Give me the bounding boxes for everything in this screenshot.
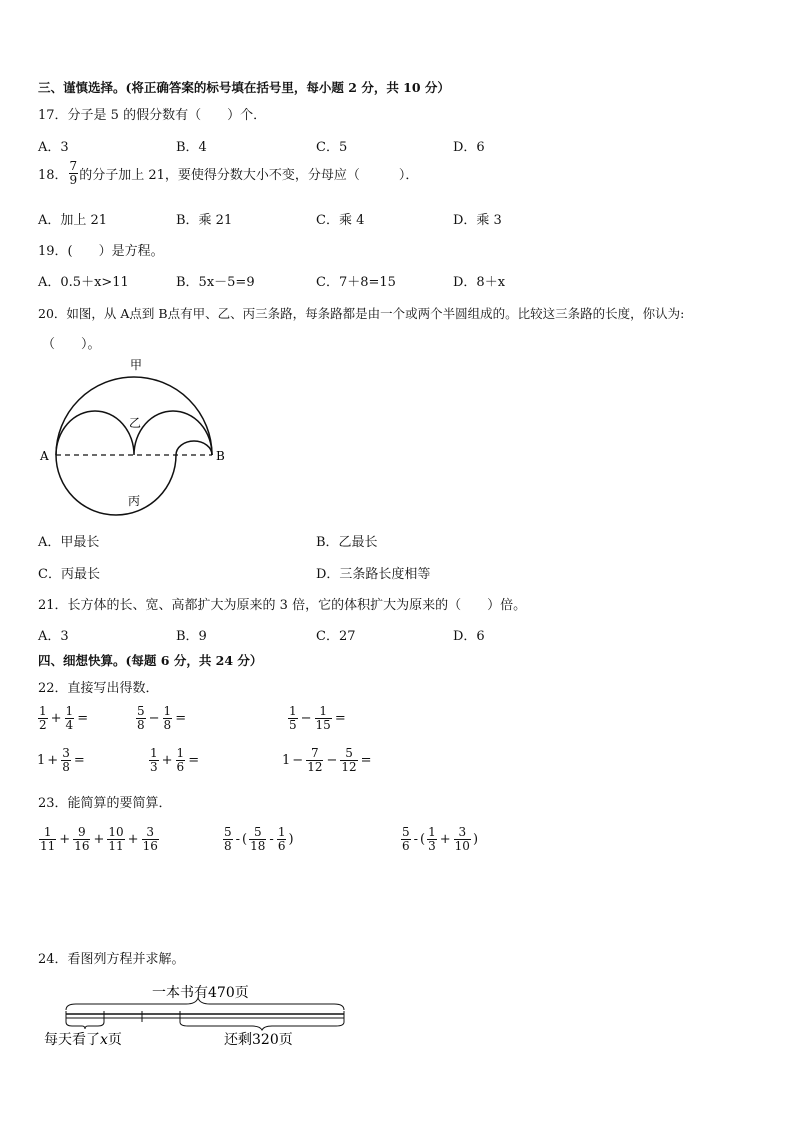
q22-expr-5: $\frac{1}{3}$ + $\frac{1}{6}$ =	[150, 746, 200, 774]
label-bing: 丙	[128, 494, 141, 508]
q20-option-a: A．甲最长	[38, 535, 100, 550]
q24-segment-diagram	[36, 978, 356, 1050]
q20-option-b: B．乙最长	[316, 535, 378, 550]
q21-option-d: D．6	[453, 629, 485, 644]
q17-stem: 17．分子是 5 的假分数有（ ）个．	[38, 108, 267, 123]
q21-option-c: C．27	[316, 629, 356, 644]
q17-option-a: A．3	[38, 140, 69, 155]
remaining-brace	[180, 1022, 344, 1030]
q20-semicircle-figure	[36, 355, 236, 525]
q18-stem-line	[38, 160, 418, 186]
q21-stem: 21．长方体的长、宽、高都扩大为原来的 3 倍，它的体积扩大为原来的（ ）倍。	[38, 598, 527, 613]
q20-stem-line1: 20．如图，从 A点到 B点有甲、乙、丙三条路，每条路都是由一个或两个半圆组成的。比较这三条路的长度，你认为:	[38, 306, 685, 321]
section4-heading: 四、细想快算。(每题 6 分，共 24 分）	[38, 653, 263, 668]
q22-expr-4: 1 + $\frac{3}{8}$ =	[37, 746, 85, 774]
label-yi: 乙	[129, 416, 142, 430]
q22-stem: 22．直接写出得数．	[38, 681, 159, 696]
q17-option-d: D．6	[453, 140, 485, 155]
daily-brace	[66, 1022, 104, 1029]
q18-fraction	[69, 160, 79, 186]
q19-option-b: B．5x－5=9	[176, 275, 255, 290]
label-b: B	[216, 449, 225, 463]
remaining-pages-label: 还剩320页	[224, 1032, 293, 1048]
q18-frac-numerator: 7	[69, 159, 78, 173]
q23-stem: 23．能简算的要简算．	[38, 796, 172, 811]
q19-option-d: D．8＋x	[453, 275, 506, 290]
q19-option-a: A．0.5＋x>11	[38, 275, 129, 290]
q18-option-d: D．乘 3	[453, 213, 502, 228]
q20-option-c: C．丙最长	[38, 567, 100, 582]
daily-pages-label: 每天看了x页	[44, 1032, 122, 1048]
q23-expr-2: $\frac{5}{8}$ - ( $\frac{5}{18}$ - $\frac{1}{6}$ )	[224, 825, 294, 853]
q19-stem: 19．( ）是方程。	[38, 244, 164, 259]
q18-frac-denominator: 9	[69, 172, 78, 187]
q22-expr-6: 1 − $\frac{7}{12}$ − $\frac{5}{12}$ =	[282, 746, 372, 774]
total-pages-label: 一本书有470页	[152, 985, 249, 1001]
q19-option-c: C．7＋8=15	[316, 275, 396, 290]
q21-option-b: B．9	[176, 629, 207, 644]
q17-option-c: C．5	[316, 140, 348, 155]
q18-option-b: B．乘 21	[176, 213, 233, 228]
q22-expr-3: $\frac{1}{5}$ − $\frac{1}{15}$ =	[289, 704, 346, 732]
q20-stem-line2: （ ）。	[42, 337, 101, 352]
q18-option-c: C．乘 4	[316, 213, 365, 228]
q23-expr-1: $\frac{1}{11}$ + $\frac{9}{16}$ + $\frac{10}{11}$ + $\frac{3}{16}$	[40, 825, 158, 853]
q17-option-b: B．4	[176, 140, 207, 155]
q23-expr-3: $\frac{5}{6}$ - ( $\frac{1}{3}$ + $\frac{3}{10}$ )	[402, 825, 479, 853]
label-jia: 甲	[130, 358, 143, 372]
q18-option-a: A．加上 21	[38, 213, 108, 228]
q22-expr-1: $\frac{1}{2}$ + $\frac{1}{4}$ =	[39, 704, 89, 732]
q21-option-a: A．3	[38, 629, 69, 644]
q20-option-d: D．三条路长度相等	[316, 567, 431, 582]
q18-number: 18．	[38, 167, 68, 183]
section3-heading: 三、谨慎选择。(将正确答案的标号填在括号里，每小题 2 分，共 10 分）	[38, 80, 450, 95]
label-a: A	[40, 449, 49, 463]
q18-stem: 的分子加上 21，要使得分数大小不变，分母应（ ）．	[79, 167, 419, 183]
q22-expr-2: $\frac{5}{8}$ − $\frac{1}{8}$ =	[137, 704, 187, 732]
q24-stem: 24．看图列方程并求解。	[38, 952, 185, 967]
